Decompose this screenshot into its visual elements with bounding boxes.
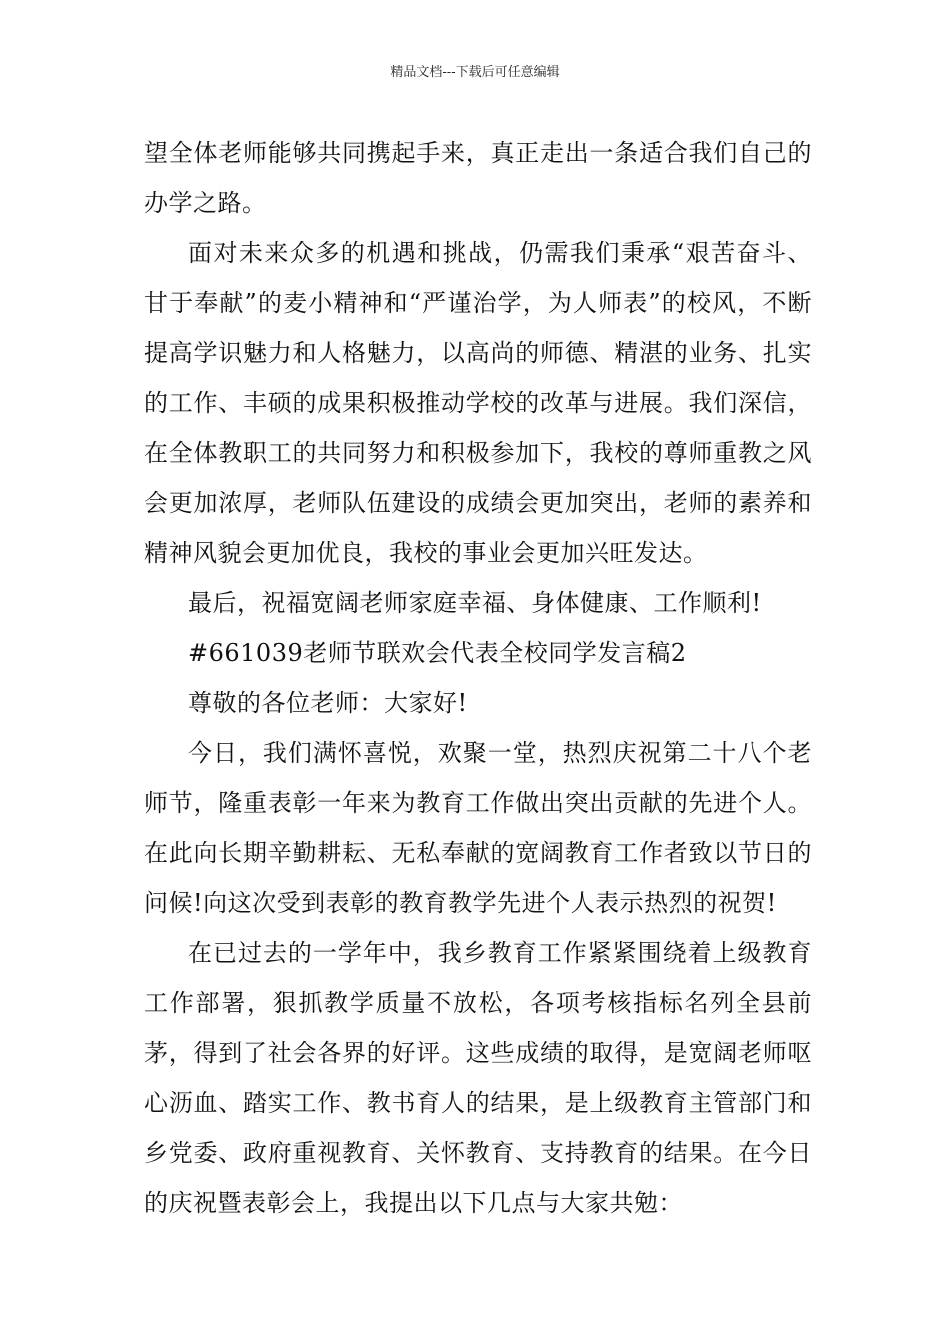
page-header: 精品文档---下载后可任意编辑	[390, 65, 560, 80]
speech-title: #661039老师节联欢会代表全校同学发言稿2	[188, 639, 687, 667]
paragraph-5: 在已过去的一学年中，我乡教育工作紧紧围绕着上级教育工作部署，狠抓教学质量不放松，各项考核指标名列全县前茅，得到了社会各界的好评。这些成绩的取得，是宽阔老师呕心沥血、踏实工作、教书育人的结果，是上级教育主管部门和乡党委、政府重视教育、关怀教育、支持教育的结果。在今日的庆祝暨表彰会上，我提出以下几点与大家共勉：	[144, 939, 812, 1217]
paragraph-2: 面对未来众多的机遇和挑战，仍需我们秉承“艰苦奋斗、甘于奉献”的麦小精神和“严谨治学，为人师表”的校风，不断提高学识魅力和人格魅力，以高尚的师德、精湛的业务、扎实的工作、丰硕的成果积极推动学校的改革与进展。我们深信，在全体教职工的共同努力和积极参加下，我校的尊师重教之风会更加浓厚，老师队伍建设的成绩会更加突出，老师的素养和精神风貌会更加优良，我校的事业会更加兴旺发达。	[144, 239, 812, 567]
salutation: 尊敬的各位老师：大家好!	[188, 689, 468, 717]
paragraph-3: 最后，祝福宽阔老师家庭幸福、身体健康、工作顺利!	[188, 589, 762, 617]
document-body	[144, 128, 812, 1228]
paragraph-4: 今日，我们满怀喜悦，欢聚一堂，热烈庆祝第二十八个老师节，隆重表彰一年来为教育工作做出突出贡献的先进个人。在此向长期辛勤耕耘、无私奉献的宽阔教育工作者致以节日的问候!向这次受到表彰的教育教学先进个人表示热烈的祝贺!	[144, 739, 812, 917]
paragraph-1: 望全体老师能够共同携起手来，真正走出一条适合我们自己的办学之路。	[144, 139, 812, 217]
